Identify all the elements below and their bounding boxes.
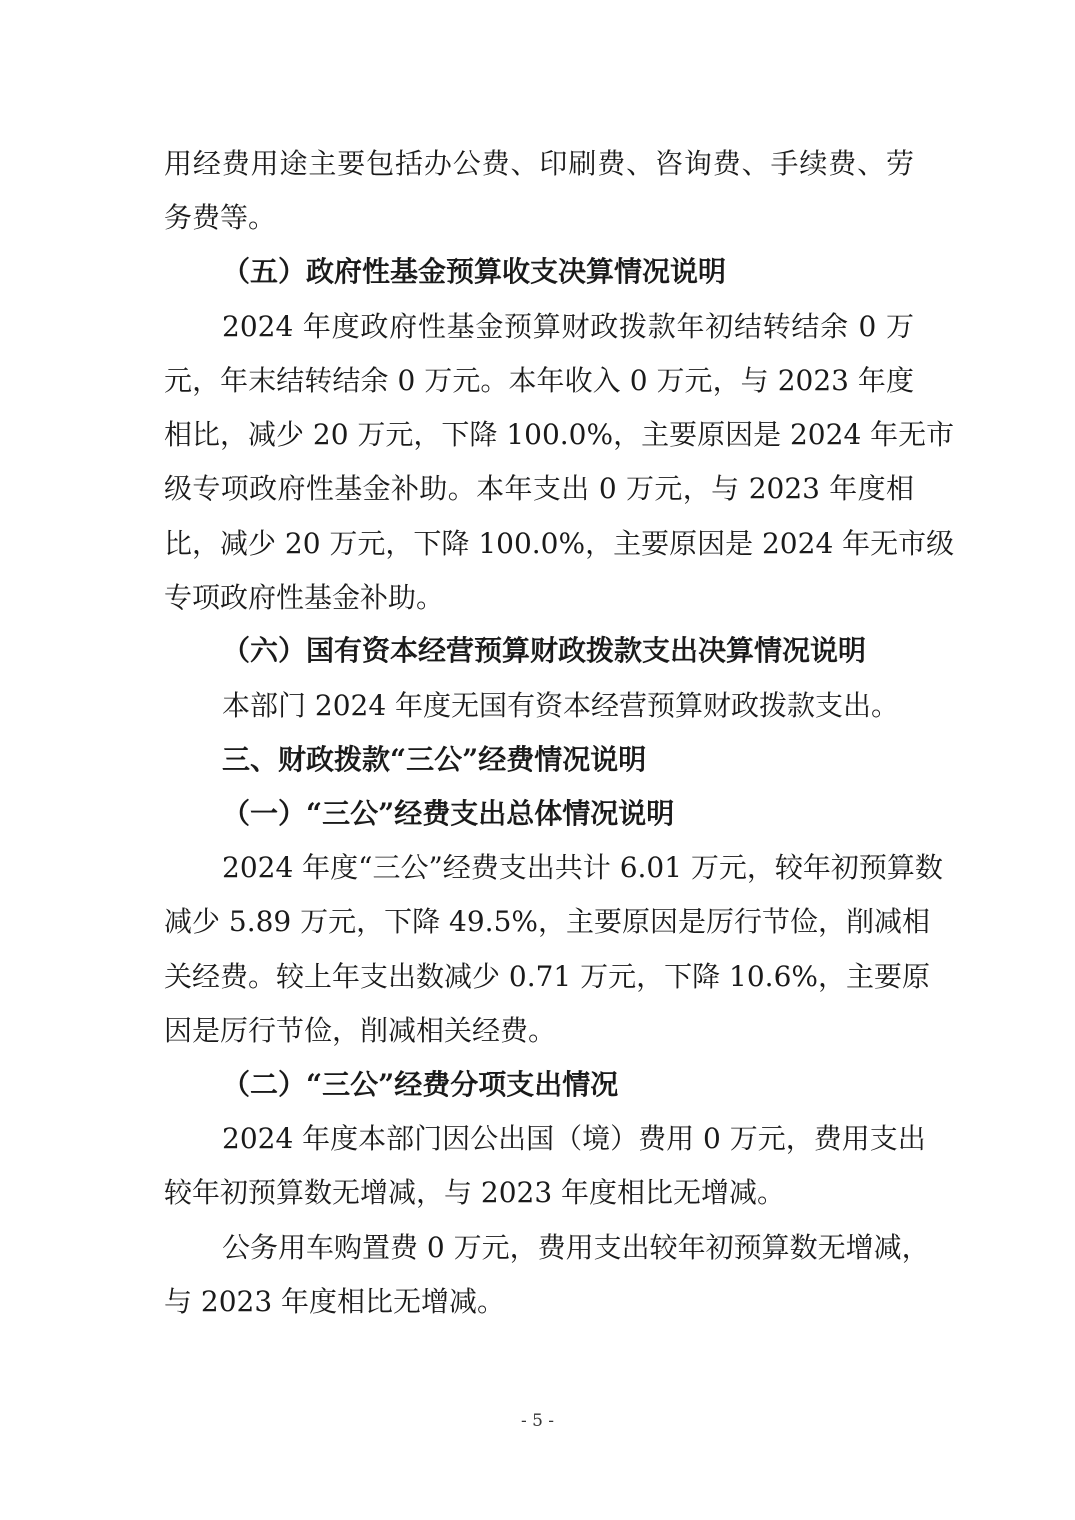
section-heading: （五）政府性基金预算收支决算情况说明 (222, 255, 727, 288)
paragraph-line: 关经费。较上年支出数减少 0.71 万元，下降 10.6%，主要原 (164, 960, 930, 993)
paragraph-line: 2024 年度“三公”经费支出共计 6.01 万元，较年初预算数 (222, 851, 943, 884)
paragraph-line: 专项政府性基金补助。 (164, 581, 445, 614)
paragraph-line: 与 2023 年度相比无增减。 (164, 1285, 506, 1318)
part-heading: 三、财政拨款“三公”经费情况说明 (222, 743, 647, 776)
paragraph-line: 本部门 2024 年度无国有资本经营预算财政拨款支出。 (222, 689, 900, 722)
paragraph-line: 2024 年度本部门因公出国（境）费用 0 万元，费用支出 (222, 1122, 926, 1155)
paragraph-line: 相比，减少 20 万元，下降 100.0%，主要原因是 2024 年无市 (164, 418, 955, 451)
paragraph-line: 2024 年度政府性基金预算财政拨款年初结转结余 0 万 (222, 310, 914, 343)
paragraph-line: 级专项政府性基金补助。本年支出 0 万元，与 2023 年度相 (164, 472, 914, 505)
page-number: - 5 - (520, 1411, 555, 1431)
section-heading: （二）“三公”经费分项支出情况 (222, 1068, 619, 1101)
paragraph-line: 较年初预算数无增减，与 2023 年度相比无增减。 (164, 1176, 786, 1209)
section-heading: （六）国有资本经营预算财政拨款支出决算情况说明 (222, 634, 867, 667)
paragraph-line: 因是厉行节俭，削减相关经费。 (164, 1014, 557, 1047)
paragraph-line: 减少 5.89 万元，下降 49.5%，主要原因是厉行节俭，削减相 (164, 905, 930, 938)
paragraph-line: 公务用车购置费 0 万元，费用支出较年初预算数无增减， (222, 1231, 930, 1264)
section-heading: （一）“三公”经费支出总体情况说明 (222, 797, 675, 830)
paragraph-line: 用经费用途主要包括办公费、印刷费、咨询费、手续费、劳 (164, 147, 914, 180)
paragraph-line: 比，减少 20 万元，下降 100.0%，主要原因是 2024 年无市级 (164, 527, 955, 560)
paragraph-line: 务费等。 (164, 201, 277, 234)
paragraph-line: 元，年末结转结余 0 万元。本年收入 0 万元，与 2023 年度 (164, 364, 914, 397)
